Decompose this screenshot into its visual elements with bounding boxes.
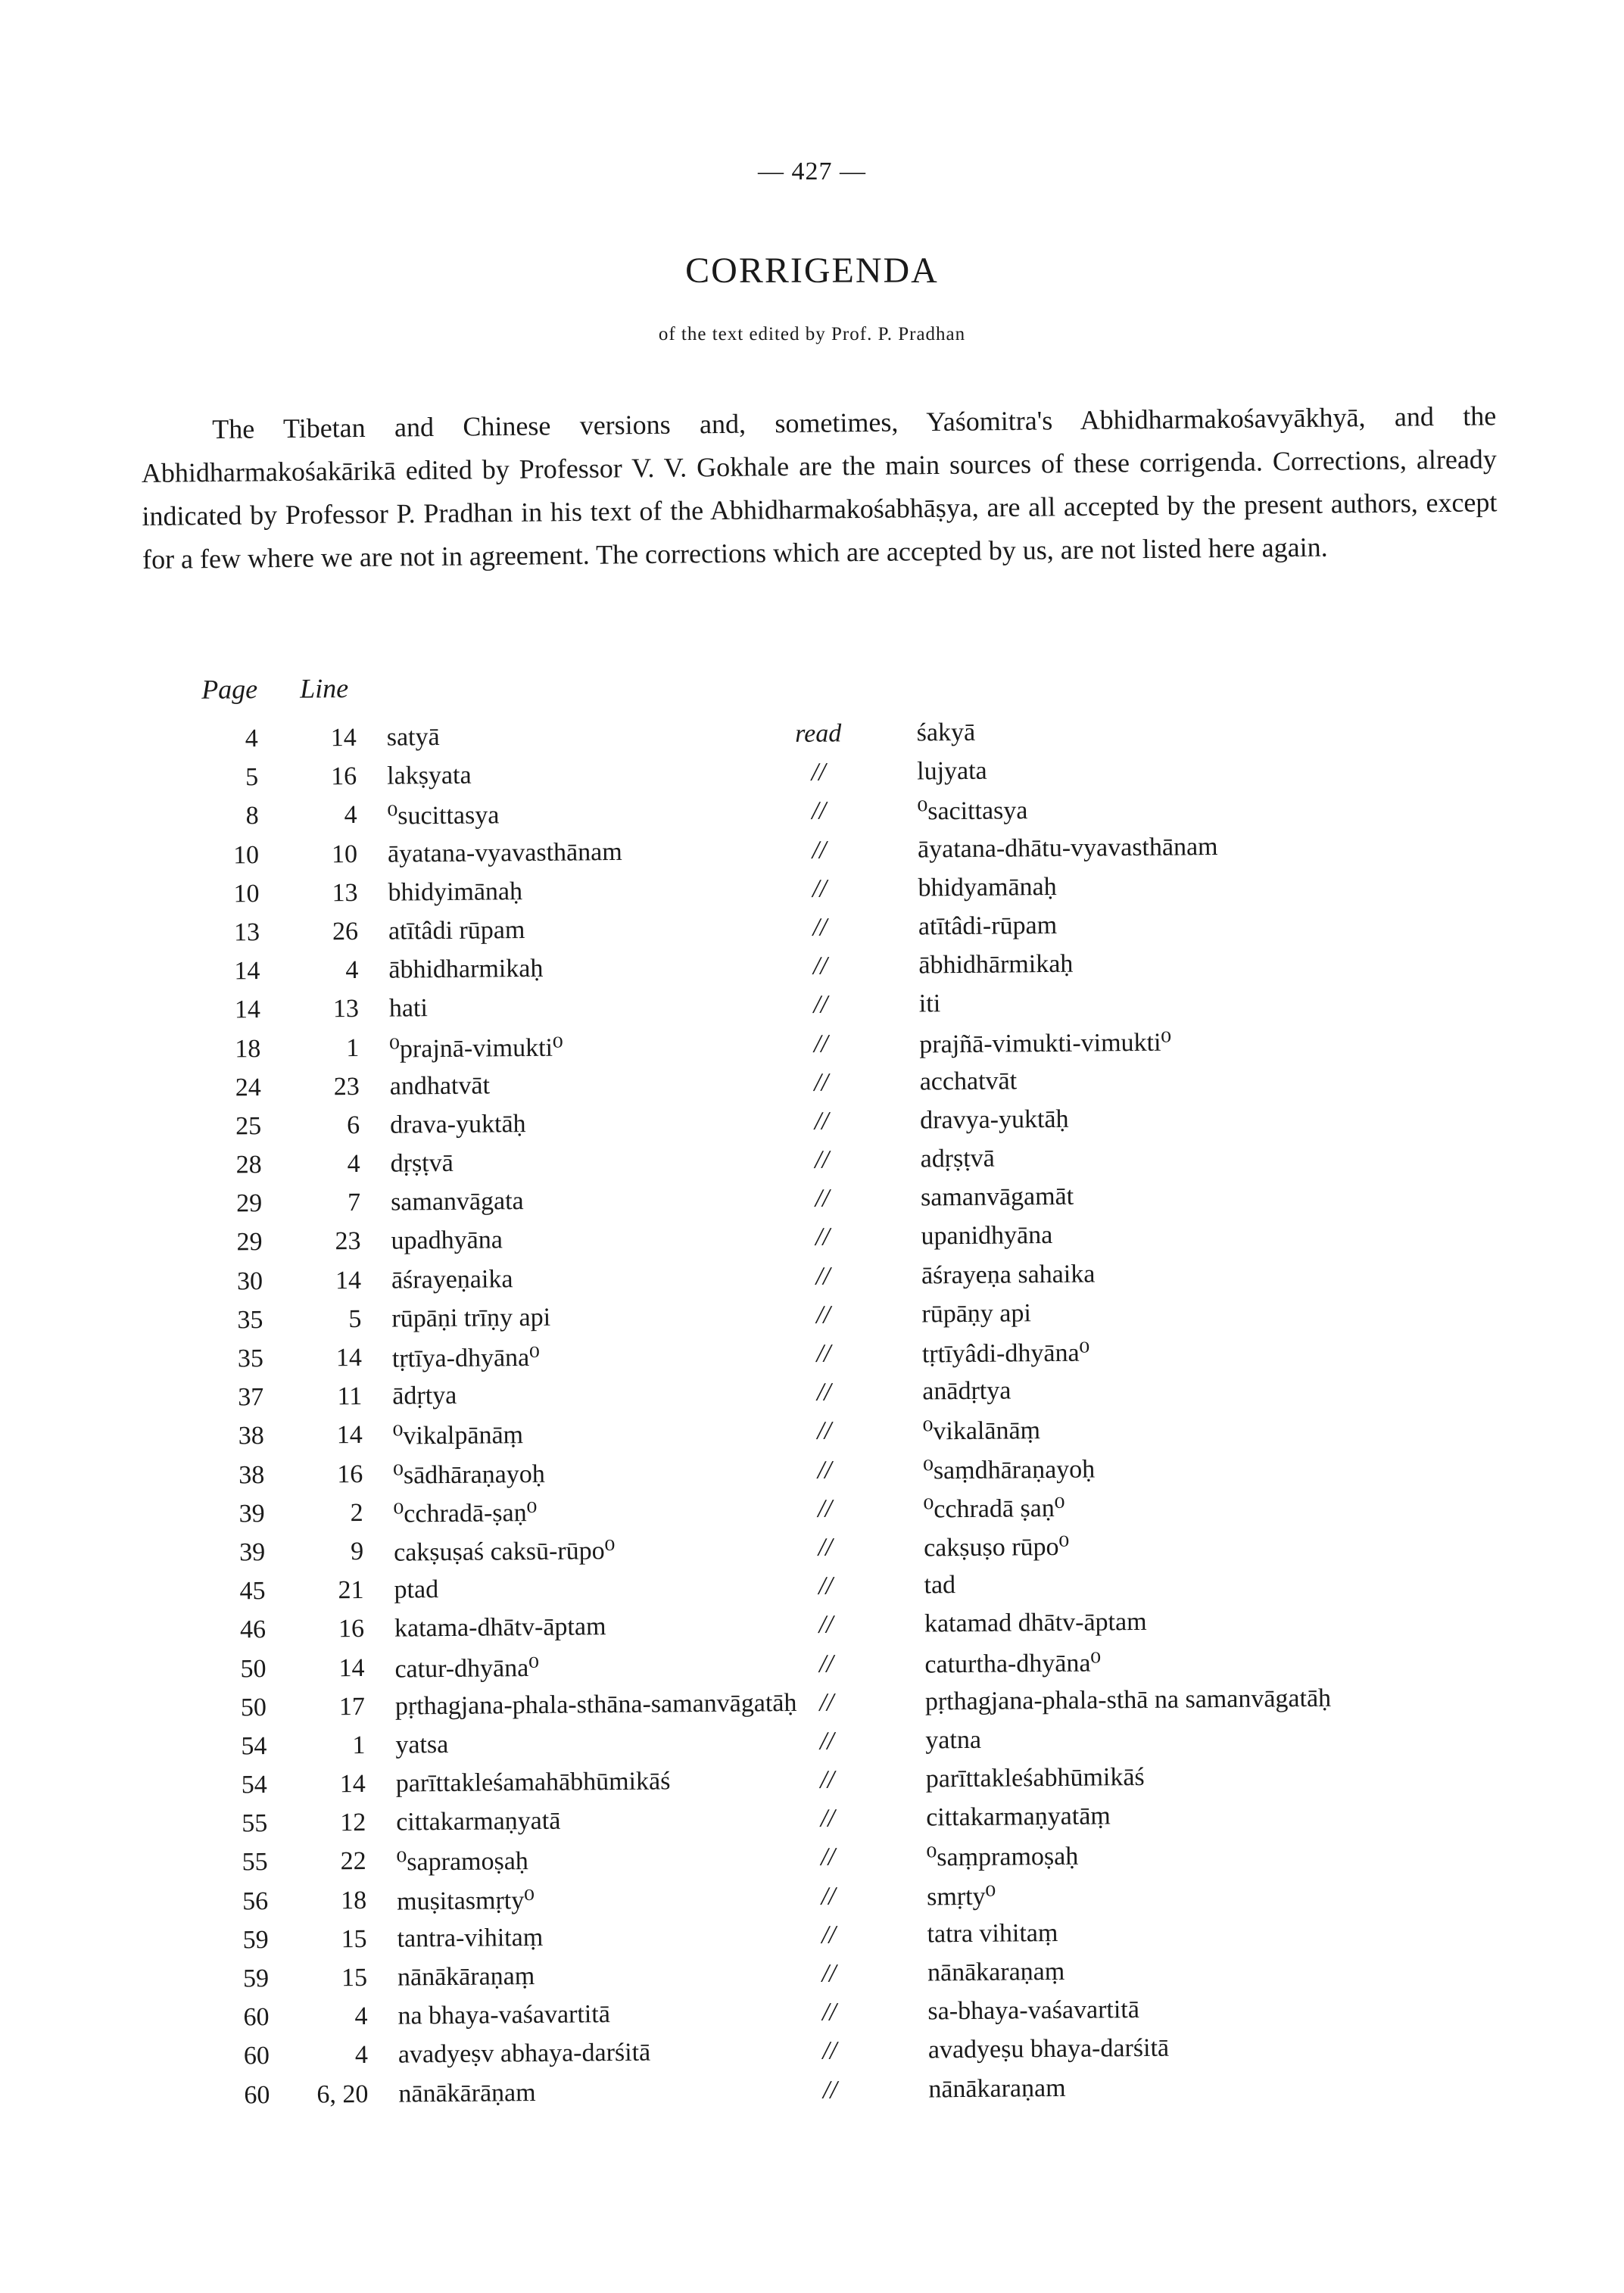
cell-line: 26 bbox=[332, 917, 359, 946]
cell-wrong-reading: hati bbox=[388, 994, 429, 1023]
cell-line: 16 bbox=[337, 1460, 363, 1488]
cell-correct-reading: sa-bhaya-vaśavartitā bbox=[927, 1995, 1140, 2026]
cell-page: 56 bbox=[242, 1886, 269, 1915]
cell-correct-reading: ⁰vikalānāṃ bbox=[922, 1416, 1041, 1446]
cell-line: 11 bbox=[337, 1382, 363, 1411]
cell-correct-reading: tṛtīyâdi-dhyāna⁰ bbox=[921, 1338, 1090, 1369]
cell-read-mark: // bbox=[818, 1494, 833, 1523]
cell-correct-reading: parīttakleśabhūmikāś bbox=[925, 1763, 1145, 1793]
cell-page: 30 bbox=[236, 1266, 263, 1296]
cell-correct-reading: ⁰saṃdhāraṇayoḥ bbox=[923, 1455, 1096, 1485]
cell-page: 38 bbox=[238, 1460, 265, 1489]
cell-wrong-reading: āśrayeṇaika bbox=[391, 1264, 513, 1294]
cell-correct-reading: prajñā-vimukti-vimukti⁰ bbox=[919, 1028, 1172, 1059]
cell-line: 1 bbox=[346, 1033, 360, 1062]
cell-correct-reading: ⁰sacittasya bbox=[917, 796, 1028, 826]
cell-page: 18 bbox=[235, 1034, 261, 1063]
cell-read-mark: // bbox=[820, 1804, 835, 1833]
cell-page: 55 bbox=[242, 1809, 268, 1838]
cell-page: 37 bbox=[238, 1383, 264, 1412]
cell-wrong-reading: muṣitasmṛty⁰ bbox=[397, 1886, 535, 1916]
cell-wrong-reading: upadhyāna bbox=[391, 1226, 503, 1256]
cell-read-mark: // bbox=[817, 1416, 832, 1446]
cell-correct-reading: āśrayeṇa sahaika bbox=[921, 1260, 1096, 1290]
cell-line: 9 bbox=[350, 1537, 364, 1566]
page-title: CORRIGENDA bbox=[685, 251, 939, 291]
cell-page: 8 bbox=[245, 802, 259, 830]
cell-line: 14 bbox=[336, 1421, 363, 1450]
cell-read-mark: // bbox=[818, 1610, 834, 1640]
cell-wrong-reading: ābhidharmikaḥ bbox=[388, 954, 544, 984]
cell-line: 18 bbox=[340, 1886, 367, 1914]
cell-page: 50 bbox=[240, 1693, 267, 1722]
cell-correct-reading: ⁰saṃpramoṣaḥ bbox=[926, 1843, 1079, 1872]
cell-page: 54 bbox=[241, 1771, 267, 1799]
cell-read-mark: // bbox=[815, 1301, 831, 1329]
cell-wrong-reading: āyatana-vyavasthānam bbox=[387, 837, 622, 868]
cell-correct-reading: adṛṣṭvā bbox=[920, 1144, 995, 1173]
cell-wrong-reading: rūpāṇi trīṇy api bbox=[391, 1303, 551, 1333]
cell-page: 14 bbox=[234, 995, 261, 1024]
cell-line: 4 bbox=[344, 801, 357, 830]
cell-read-mark: // bbox=[821, 1998, 837, 2027]
intro-text: The Tibetan and Chinese versions and, sometimes, Yaśomitra's Abhidharmakośavyākhyā, and the Abhidharmakośakārikā edited by Professor V. V. Gokhale are the main sources of these corrigenda. Corrections, already indicated by Professor P. Pradhan in his text of the Abhidharmakośabhāṣya, are all accepted by the present authors, except for a few where we are not in agreement. The corrections which are accepted by us, are not listed here again. bbox=[141, 400, 1498, 575]
cell-wrong-reading: nānākāraṇaṃ bbox=[397, 1961, 535, 1992]
cell-wrong-reading: avadyeṣv abhaya-darśitā bbox=[397, 2039, 651, 2069]
cell-correct-reading: caturtha-dhyāna⁰ bbox=[924, 1648, 1102, 1678]
cell-read-mark: // bbox=[821, 1959, 837, 1988]
cell-correct-reading: yatna bbox=[925, 1725, 982, 1755]
cell-correct-reading: lujyata bbox=[917, 756, 987, 786]
cell-correct-reading: bhidyamānaḥ bbox=[918, 872, 1057, 902]
cell-wrong-reading: dṛṣṭvā bbox=[390, 1148, 454, 1178]
cell-read-mark: // bbox=[813, 990, 828, 1020]
cell-line: 15 bbox=[341, 1924, 367, 1954]
cell-page: 55 bbox=[242, 1848, 268, 1877]
cell-page: 35 bbox=[237, 1305, 263, 1335]
cell-page: 60 bbox=[244, 2080, 270, 2109]
cell-page: 59 bbox=[242, 1925, 269, 1955]
cell-line: 6, 20 bbox=[316, 2080, 369, 2109]
cell-line: 16 bbox=[331, 762, 357, 791]
cell-wrong-reading: atītâdi rūpam bbox=[388, 915, 525, 946]
cell-wrong-reading: bhidyimānaḥ bbox=[388, 877, 523, 907]
cell-wrong-reading: tantra-vihitaṃ bbox=[397, 1923, 544, 1953]
cell-line: 14 bbox=[330, 723, 357, 752]
cell-line: 4 bbox=[354, 2041, 369, 2070]
cell-page: 35 bbox=[237, 1344, 264, 1373]
cell-page: 5 bbox=[245, 763, 259, 792]
cell-page: 24 bbox=[235, 1073, 261, 1102]
cell-read-mark: // bbox=[821, 1921, 837, 1949]
cell-line: 10 bbox=[331, 840, 358, 868]
cell-line: 7 bbox=[347, 1189, 361, 1217]
cell-line: 5 bbox=[348, 1304, 362, 1333]
cell-page: 29 bbox=[235, 1189, 263, 1218]
cell-line: 21 bbox=[338, 1576, 364, 1605]
cell-line: 17 bbox=[338, 1692, 366, 1721]
cell-wrong-reading: satyā bbox=[386, 723, 440, 752]
cell-line: 15 bbox=[341, 1963, 368, 1992]
cell-read-mark: // bbox=[816, 1339, 831, 1368]
cell-read-mark: // bbox=[817, 1456, 832, 1485]
cell-page: 50 bbox=[240, 1654, 267, 1683]
cell-page: 13 bbox=[233, 918, 260, 947]
cell-page: 14 bbox=[234, 957, 260, 986]
cell-line: 2 bbox=[350, 1498, 363, 1527]
cell-read-mark: // bbox=[820, 1765, 835, 1794]
page-number: — 427 — bbox=[758, 157, 866, 185]
cell-page: 54 bbox=[241, 1731, 267, 1761]
header-page: Page bbox=[201, 674, 258, 705]
cell-read-mark: // bbox=[815, 1223, 831, 1252]
cell-correct-reading: dravya-yuktāḥ bbox=[920, 1104, 1069, 1135]
cell-page: 10 bbox=[232, 840, 260, 869]
header-line: Line bbox=[299, 673, 349, 704]
cell-wrong-reading: catur-dhyāna⁰ bbox=[394, 1653, 540, 1684]
cell-line: 16 bbox=[338, 1615, 365, 1643]
cell-line: 14 bbox=[335, 1343, 363, 1372]
cell-page: 60 bbox=[243, 2042, 270, 2070]
cell-wrong-reading: pṛthagjana-phala-sthāna-samanvāgatāḥ bbox=[394, 1688, 797, 1721]
cell-wrong-reading: drava-yuktāḥ bbox=[390, 1109, 526, 1139]
cell-read-mark: // bbox=[813, 1030, 828, 1058]
cell-correct-reading: pṛthagjana-phala-sthā na samanvāgatāḥ bbox=[924, 1684, 1332, 1716]
cell-page: 28 bbox=[235, 1151, 262, 1179]
cell-read-mark: // bbox=[822, 2076, 837, 2105]
cell-line: 4 bbox=[345, 956, 359, 985]
cell-wrong-reading: andhatvāt bbox=[389, 1071, 491, 1101]
cell-read-mark: // bbox=[812, 836, 827, 865]
cell-read-mark: // bbox=[815, 1262, 831, 1291]
cell-page: 25 bbox=[235, 1111, 262, 1141]
cell-line: 13 bbox=[332, 878, 358, 908]
cell-correct-reading: samanvāgamāt bbox=[920, 1182, 1074, 1212]
cell-read-mark: // bbox=[812, 952, 828, 980]
cell-read-mark: // bbox=[822, 2036, 837, 2066]
cell-line: 4 bbox=[354, 2002, 368, 2031]
cell-correct-reading: smṛty⁰ bbox=[926, 1882, 996, 1911]
cell-correct-reading: acchatvāt bbox=[919, 1067, 1018, 1096]
cell-line: 14 bbox=[335, 1266, 362, 1294]
cell-correct-reading: cakṣuṣo rūpo⁰ bbox=[923, 1532, 1070, 1562]
cell-correct-reading: ābhidhārmikaḥ bbox=[918, 949, 1074, 980]
cell-correct-reading: āyatana-dhātu-vyavasthānam bbox=[917, 832, 1218, 864]
cell-read-mark: // bbox=[821, 1843, 836, 1872]
cell-wrong-reading: ⁰sādhāraṇayoḥ bbox=[393, 1460, 545, 1490]
cell-read-mark: // bbox=[821, 1882, 836, 1911]
cell-wrong-reading: samanvāgata bbox=[390, 1187, 524, 1217]
cell-wrong-reading: cittakarmaṇyatā bbox=[396, 1806, 561, 1837]
cell-line: 4 bbox=[347, 1150, 360, 1179]
cell-line: 1 bbox=[352, 1731, 366, 1759]
cell-wrong-reading: nānākārāṇam bbox=[398, 2078, 536, 2108]
cell-wrong-reading: katama-dhātv-āptam bbox=[394, 1612, 606, 1643]
cell-read-mark: // bbox=[818, 1650, 834, 1678]
cell-page: 38 bbox=[238, 1422, 264, 1450]
cell-correct-reading: tatra vihitaṃ bbox=[927, 1918, 1058, 1949]
cell-read-mark: read bbox=[795, 719, 842, 748]
cell-wrong-reading: ⁰cchradā-ṣaṇ⁰ bbox=[393, 1498, 538, 1528]
cell-read-mark: // bbox=[815, 1184, 830, 1213]
cell-line: 22 bbox=[340, 1847, 366, 1876]
cell-line: 23 bbox=[335, 1227, 361, 1256]
cell-wrong-reading: ⁰sucittasya bbox=[387, 801, 500, 831]
cell-correct-reading: rūpāṇy api bbox=[921, 1299, 1032, 1329]
cell-page: 60 bbox=[243, 2003, 270, 2032]
cell-wrong-reading: lakṣyata bbox=[387, 761, 472, 790]
cell-line: 14 bbox=[339, 1770, 366, 1799]
page-subtitle: of the text edited by Prof. P. Pradhan bbox=[658, 324, 966, 344]
cell-wrong-reading: ⁰vikalpānāṃ bbox=[392, 1421, 524, 1450]
cell-read-mark: // bbox=[814, 1107, 829, 1136]
cell-page: 45 bbox=[239, 1577, 266, 1606]
cell-read-mark: // bbox=[814, 1068, 829, 1097]
cell-wrong-reading: ⁰sapramoṣaḥ bbox=[396, 1847, 529, 1877]
cell-correct-reading: ⁰cchradā ṣaṇ⁰ bbox=[923, 1494, 1065, 1524]
cell-line: 23 bbox=[333, 1072, 360, 1101]
cell-read-mark: // bbox=[811, 758, 826, 787]
cell-correct-reading: iti bbox=[918, 989, 941, 1018]
cell-read-mark: // bbox=[816, 1378, 831, 1407]
cell-correct-reading: śakyā bbox=[916, 718, 976, 747]
cell-read-mark: // bbox=[818, 1572, 834, 1600]
cell-read-mark: // bbox=[812, 913, 828, 942]
cell-wrong-reading: ptad bbox=[394, 1575, 439, 1604]
cell-wrong-reading: ādṛtya bbox=[392, 1382, 457, 1410]
corrigenda-table bbox=[182, 662, 1527, 2114]
cell-page: 39 bbox=[238, 1499, 265, 1528]
table-body bbox=[182, 708, 1527, 2114]
cell-wrong-reading: cakṣuṣaś caksū-rūpo⁰ bbox=[393, 1536, 616, 1567]
cell-page: 10 bbox=[233, 879, 260, 908]
cell-read-mark: // bbox=[812, 796, 827, 826]
cell-page: 29 bbox=[236, 1228, 263, 1257]
cell-wrong-reading: na bhaya-vaśavartitā bbox=[397, 2000, 610, 2030]
cell-correct-reading: katamad dhātv-āptam bbox=[924, 1608, 1147, 1638]
cell-page: 46 bbox=[239, 1615, 267, 1644]
cell-correct-reading: nānākaraṇam bbox=[928, 2073, 1066, 2104]
cell-correct-reading: upanidhyāna bbox=[921, 1221, 1053, 1251]
cell-page: 59 bbox=[242, 1964, 270, 1993]
cell-wrong-reading: yatsa bbox=[395, 1730, 449, 1759]
cell-read-mark: // bbox=[818, 1533, 833, 1562]
cell-correct-reading: nānākaraṇaṃ bbox=[927, 1957, 1065, 1987]
cell-line: 6 bbox=[347, 1111, 360, 1139]
cell-line: 14 bbox=[338, 1653, 365, 1682]
cell-read-mark: // bbox=[815, 1145, 830, 1174]
cell-wrong-reading: parīttakleśamahābhūmikāś bbox=[395, 1767, 671, 1798]
cell-line: 13 bbox=[332, 995, 360, 1023]
cell-correct-reading: avadyeṣu bhaya-darśitā bbox=[927, 2034, 1170, 2064]
intro-paragraph bbox=[141, 394, 1498, 581]
cell-correct-reading: atītâdi-rūpam bbox=[918, 911, 1058, 941]
cell-page: 39 bbox=[238, 1538, 266, 1567]
cell-read-mark: // bbox=[819, 1688, 834, 1717]
cell-correct-reading: anādṛtya bbox=[922, 1376, 1011, 1406]
cell-correct-reading: cittakarmaṇyatāṃ bbox=[926, 1802, 1111, 1832]
cell-read-mark: // bbox=[812, 874, 828, 903]
cell-line: 12 bbox=[340, 1809, 366, 1837]
cell-wrong-reading: tṛtīya-dhyāna⁰ bbox=[391, 1343, 540, 1373]
cell-correct-reading: tad bbox=[924, 1571, 956, 1600]
cell-read-mark: // bbox=[819, 1727, 834, 1756]
cell-page: 4 bbox=[245, 724, 258, 753]
cell-wrong-reading: ⁰prajnā-vimukti⁰ bbox=[389, 1033, 563, 1064]
